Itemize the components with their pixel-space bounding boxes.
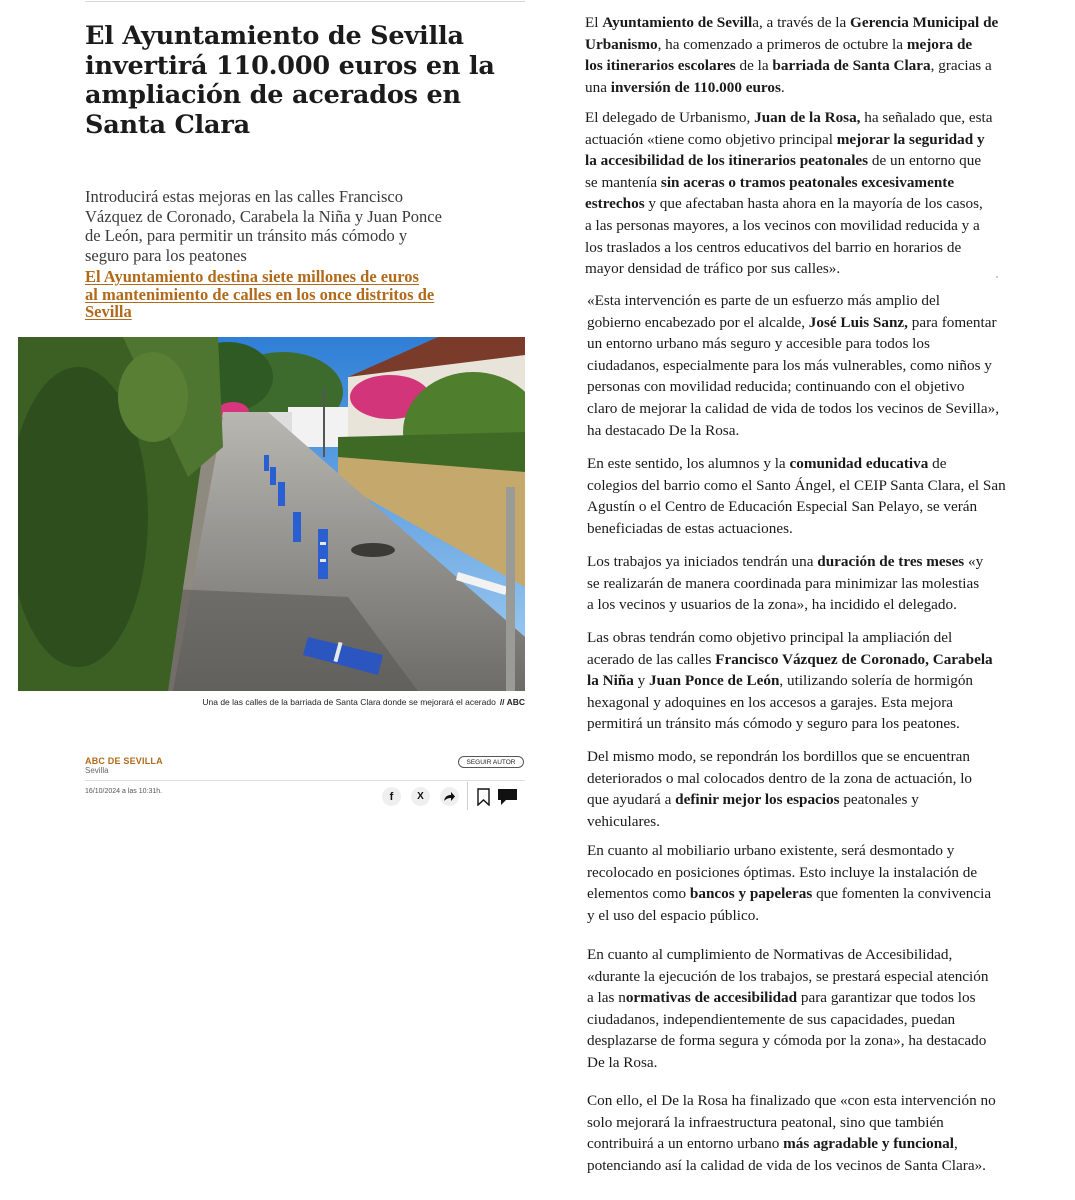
bold-text: Juan de la Rosa, bbox=[754, 109, 861, 126]
paragraph-line bbox=[587, 1155, 996, 1177]
x-twitter-icon: X bbox=[417, 791, 424, 802]
text-run: personas con movilidad reducida; continuando con el objetivo bbox=[587, 378, 965, 396]
paragraph-line bbox=[587, 398, 999, 420]
bold-text: Francisco Vázquez de Coronado, Carabela bbox=[715, 650, 993, 668]
paragraph-line bbox=[587, 789, 972, 811]
bold-text: inversión de 110.000 euros bbox=[610, 78, 781, 96]
article-photo bbox=[18, 337, 525, 691]
paragraph-line bbox=[587, 862, 991, 884]
text-run: se mantenía bbox=[585, 173, 661, 191]
top-divider bbox=[85, 1, 525, 2]
text-run: . bbox=[780, 78, 785, 96]
street-photo-illustration bbox=[18, 337, 525, 691]
paragraph-line bbox=[587, 627, 993, 649]
meta-divider bbox=[85, 780, 525, 781]
text-run: se realizarán de manera coordinada para minimizar las molestias bbox=[587, 574, 980, 592]
article-headline bbox=[85, 22, 505, 140]
body-paragraph bbox=[587, 290, 999, 441]
paragraph-line bbox=[587, 333, 999, 355]
bold-text: definir mejor los espacios bbox=[675, 791, 840, 809]
text-run: , ha comenzado a primeros de octubre la bbox=[657, 35, 907, 53]
related-link-line[interactable]: El Ayuntamiento destina siete millones de euros bbox=[85, 267, 419, 286]
bold-text: Juan Ponce de León bbox=[649, 672, 780, 690]
caption-credit: // ABC bbox=[499, 697, 525, 707]
follow-author-button[interactable]: SEGUIR AUTOR bbox=[458, 756, 524, 768]
comments-icon bbox=[497, 788, 518, 806]
bold-text: Urbanismo bbox=[585, 35, 658, 53]
paragraph-line bbox=[587, 420, 999, 442]
paragraph-line bbox=[587, 475, 1006, 497]
bold-text: los itinerarios escolares bbox=[585, 57, 736, 75]
photo-caption bbox=[18, 697, 525, 707]
paragraph-line bbox=[587, 594, 983, 616]
paragraph-line bbox=[587, 746, 972, 768]
paragraph-line bbox=[587, 312, 999, 334]
text-run: peatonales y bbox=[839, 791, 919, 809]
related-article-link[interactable] bbox=[85, 268, 485, 321]
body-paragraph bbox=[587, 453, 1006, 539]
share-divider bbox=[467, 782, 468, 810]
body-paragraph bbox=[587, 944, 988, 1074]
bold-text: ormativas de accesibilidad bbox=[625, 989, 798, 1007]
text-run: En cuanto al mobiliario urbano existente, será desmontado y bbox=[587, 842, 955, 859]
paragraph-line bbox=[587, 1133, 996, 1155]
text-run: para fomentar bbox=[907, 313, 997, 331]
share-arrow-icon bbox=[444, 792, 455, 802]
facebook-icon: f bbox=[389, 790, 394, 803]
headline-line: El Ayuntamiento de Sevilla bbox=[85, 21, 464, 51]
body-paragraph bbox=[587, 746, 972, 832]
paragraph-line bbox=[587, 573, 983, 595]
paragraph-line bbox=[587, 496, 1006, 518]
paragraph-line bbox=[585, 34, 998, 56]
paragraph-line bbox=[587, 453, 1006, 475]
text-run: deteriorados o mal colocados dentro de la zona de actuación, lo bbox=[587, 769, 973, 787]
text-run: actuación «tiene como objetivo principal bbox=[585, 130, 837, 148]
paragraph-line bbox=[587, 1030, 988, 1052]
text-run: De la Rosa. bbox=[587, 1053, 658, 1071]
author-city: Sevilla bbox=[85, 766, 109, 775]
paragraph-line bbox=[587, 1052, 988, 1074]
paragraph-line bbox=[585, 107, 992, 129]
text-run: permitirá un tránsito más cómodo y seguro para los peatones. bbox=[587, 715, 960, 733]
text-run: y bbox=[633, 672, 650, 690]
text-run: acerado de las calles bbox=[587, 650, 716, 668]
related-link-line[interactable]: al mantenimiento de calles en los once distritos de bbox=[85, 284, 435, 304]
text-run: que fomenten la convivencia bbox=[812, 885, 992, 903]
text-run: un entorno urbano más seguro y accesible para todos los bbox=[587, 335, 930, 353]
text-run: «Esta intervención es parte de un esfuerzo más amplio del bbox=[587, 292, 940, 309]
bold-text: la Niña bbox=[587, 672, 634, 690]
paragraph-line bbox=[585, 193, 992, 215]
text-run: El bbox=[585, 14, 603, 31]
body-paragraph bbox=[587, 840, 991, 926]
subtitle-line: Introducirá estas mejoras en las calles Francisco bbox=[85, 187, 403, 206]
bold-text: José Luis Sanz, bbox=[808, 313, 908, 331]
text-run: y que afectaban hasta ahora en la mayoría de los casos, bbox=[644, 195, 983, 213]
author-name[interactable]: ABC DE SEVILLA bbox=[85, 756, 163, 766]
text-run: una bbox=[585, 78, 611, 96]
paragraph-line bbox=[585, 77, 998, 99]
text-run: claro de mejorar la calidad de vida de todos los vecinos de Sevilla», bbox=[587, 399, 1000, 417]
bold-text: la accesibilidad de los itinerarios peatonales bbox=[585, 152, 869, 170]
paragraph-line bbox=[587, 713, 993, 735]
paragraph-line bbox=[585, 172, 992, 194]
text-run: Las obras tendrán como objetivo principal la ampliación del bbox=[587, 629, 953, 646]
paragraph-line bbox=[585, 55, 998, 77]
text-run: Los trabajos ya iniciados tendrán una bbox=[587, 553, 818, 570]
text-run: para garantizar que todos los bbox=[797, 989, 976, 1007]
headline-line: ampliación de acerados en bbox=[85, 80, 461, 110]
body-paragraph bbox=[587, 551, 983, 616]
bold-text: bancos y papeleras bbox=[689, 885, 813, 903]
text-run: gobierno encabezado por el alcalde, bbox=[587, 313, 809, 331]
text-run: ha señalado que, esta bbox=[860, 109, 993, 126]
bold-text: más agradable y funcional bbox=[783, 1135, 954, 1153]
bold-text: Ayuntamiento de Sevill bbox=[602, 14, 753, 31]
decorative-dot bbox=[996, 276, 998, 278]
text-run: vehiculares. bbox=[587, 812, 660, 830]
paragraph-line bbox=[587, 376, 999, 398]
paragraph-line bbox=[587, 1090, 996, 1112]
share-button[interactable] bbox=[440, 787, 459, 806]
article-subtitle bbox=[85, 187, 470, 265]
text-run: solo mejorará la infraestructura peatonal, sino que también bbox=[587, 1113, 944, 1131]
paragraph-line bbox=[587, 768, 972, 790]
paragraph-line bbox=[587, 551, 983, 573]
text-run: de la bbox=[735, 57, 773, 75]
body-paragraph bbox=[585, 12, 998, 98]
bold-text: comunidad educativa bbox=[789, 455, 929, 472]
bold-text: duración de tres meses bbox=[817, 553, 965, 570]
bold-text: barriada de Santa Clara bbox=[772, 57, 931, 75]
paragraph-line bbox=[587, 670, 993, 692]
text-run: ciudadanos, especialmente para los más vulnerables, como niños y bbox=[587, 356, 992, 374]
paragraph-line bbox=[587, 692, 993, 714]
text-run: En cuanto al cumplimiento de Normativas de Accesibilidad, bbox=[587, 946, 953, 963]
text-run: de un entorno que bbox=[868, 152, 982, 170]
paragraph-line bbox=[587, 905, 991, 927]
text-run: a las personas mayores, a los vecinos con movilidad reducida y a bbox=[585, 216, 980, 234]
text-run: En este sentido, los alumnos y la bbox=[587, 455, 790, 472]
publish-date: 16/10/2024 a las 10:31h. bbox=[85, 788, 163, 795]
paragraph-line bbox=[587, 1112, 996, 1134]
text-run: colegios del barrio como el Santo Ángel, el CEIP Santa Clara, el San bbox=[587, 476, 1006, 494]
text-run: «y bbox=[964, 553, 984, 570]
paragraph-line bbox=[587, 355, 999, 377]
facebook-share-button[interactable] bbox=[382, 787, 401, 806]
paragraph-line bbox=[587, 966, 988, 988]
text-run: ciudadanos, independientemente de sus capacidades, puedan bbox=[587, 1010, 956, 1028]
text-run: desplazarse de forma segura y cómoda por la zona», ha destacado bbox=[587, 1032, 987, 1050]
headline-line: invertirá 110.000 euros en la bbox=[85, 50, 495, 81]
subtitle-line: Vázquez de Coronado, Carabela la Niña y Juan Ponce bbox=[85, 206, 442, 226]
paragraph-line bbox=[585, 215, 992, 237]
subtitle-line: seguro para los peatones bbox=[85, 245, 247, 265]
bold-text: mejorar la seguridad y bbox=[836, 130, 985, 148]
subtitle-line: de León, para permitir un tránsito más cómodo y bbox=[85, 226, 408, 245]
text-run: , bbox=[954, 1135, 958, 1153]
text-run: elementos como bbox=[587, 885, 690, 903]
paragraph-line bbox=[585, 12, 998, 34]
text-run: potenciando así la calidad de vida de los vecinos de Santa Clara». bbox=[587, 1156, 986, 1174]
paragraph-line bbox=[587, 987, 988, 1009]
paragraph-line bbox=[587, 1009, 988, 1031]
text-run: mayor densidad de tráfico por sus calles». bbox=[585, 260, 841, 278]
paragraph-line bbox=[587, 840, 991, 862]
text-run: ha destacado De la Rosa. bbox=[587, 421, 740, 439]
body-paragraph bbox=[587, 627, 993, 735]
text-run: , utilizando solería de hormigón bbox=[779, 672, 974, 690]
bold-text: estrechos bbox=[585, 195, 645, 213]
bold-text: Gerencia Municipal de bbox=[850, 14, 999, 31]
text-run: contribuirá a un entorno urbano bbox=[587, 1135, 784, 1153]
bookmark-button[interactable] bbox=[472, 786, 494, 808]
headline-line: Santa Clara bbox=[85, 109, 250, 140]
paragraph-line bbox=[585, 258, 992, 280]
bookmark-icon bbox=[477, 788, 490, 806]
paragraph-line bbox=[587, 649, 993, 671]
text-run: beneficiadas de estas actuaciones. bbox=[587, 519, 793, 537]
bold-text: mejora de bbox=[906, 35, 973, 53]
paragraph-line bbox=[585, 237, 992, 259]
bold-text: sin aceras o tramos peatonales excesivamente bbox=[660, 173, 955, 191]
related-link-line[interactable]: Sevilla bbox=[85, 302, 132, 321]
x-share-button[interactable] bbox=[411, 787, 430, 806]
text-run: , gracias a bbox=[930, 57, 992, 75]
paragraph-line bbox=[585, 129, 992, 151]
text-run: a las n bbox=[587, 989, 626, 1007]
body-paragraph bbox=[587, 1090, 996, 1176]
text-run: de bbox=[928, 455, 947, 472]
text-run: Con ello, el De la Rosa ha finalizado que «con esta intervención no bbox=[587, 1092, 996, 1109]
text-run: que ayudará a bbox=[587, 791, 676, 809]
body-paragraph bbox=[585, 107, 992, 280]
text-run: los traslados a los centros educativos del barrio en horarios de bbox=[585, 238, 962, 256]
paragraph-line bbox=[587, 883, 991, 905]
text-run: recolocado en posiciones óptimas. Esto incluye la instalación de bbox=[587, 863, 978, 881]
caption-text: Una de las calles de la barriada de Santa Clara donde se mejorará el acerado bbox=[202, 697, 496, 707]
paragraph-line bbox=[587, 518, 1006, 540]
paragraph-line bbox=[587, 944, 988, 966]
paragraph-line bbox=[585, 150, 992, 172]
text-run: a los vecinos y usuarios de la zona», ha incidido el delegado. bbox=[587, 596, 957, 614]
text-run: Agustín o el Centro de Educación Especial San Pelayo, se verán bbox=[587, 498, 978, 516]
text-run: y el uso del espacio público. bbox=[587, 906, 760, 924]
text-run: a, a través de la bbox=[752, 14, 851, 31]
text-run: El delegado de Urbanismo, bbox=[585, 109, 755, 126]
paragraph-line bbox=[587, 290, 999, 312]
text-run: Del mismo modo, se repondrán los bordillos que se encuentran bbox=[587, 748, 970, 765]
paragraph-line bbox=[587, 811, 972, 833]
text-run: «durante la ejecución de los trabajos, se prestará especial atención bbox=[587, 967, 989, 985]
comments-button[interactable] bbox=[496, 786, 518, 808]
text-run: hexagonal y adoquines en los accesos a garajes. Esta mejora bbox=[587, 693, 954, 711]
